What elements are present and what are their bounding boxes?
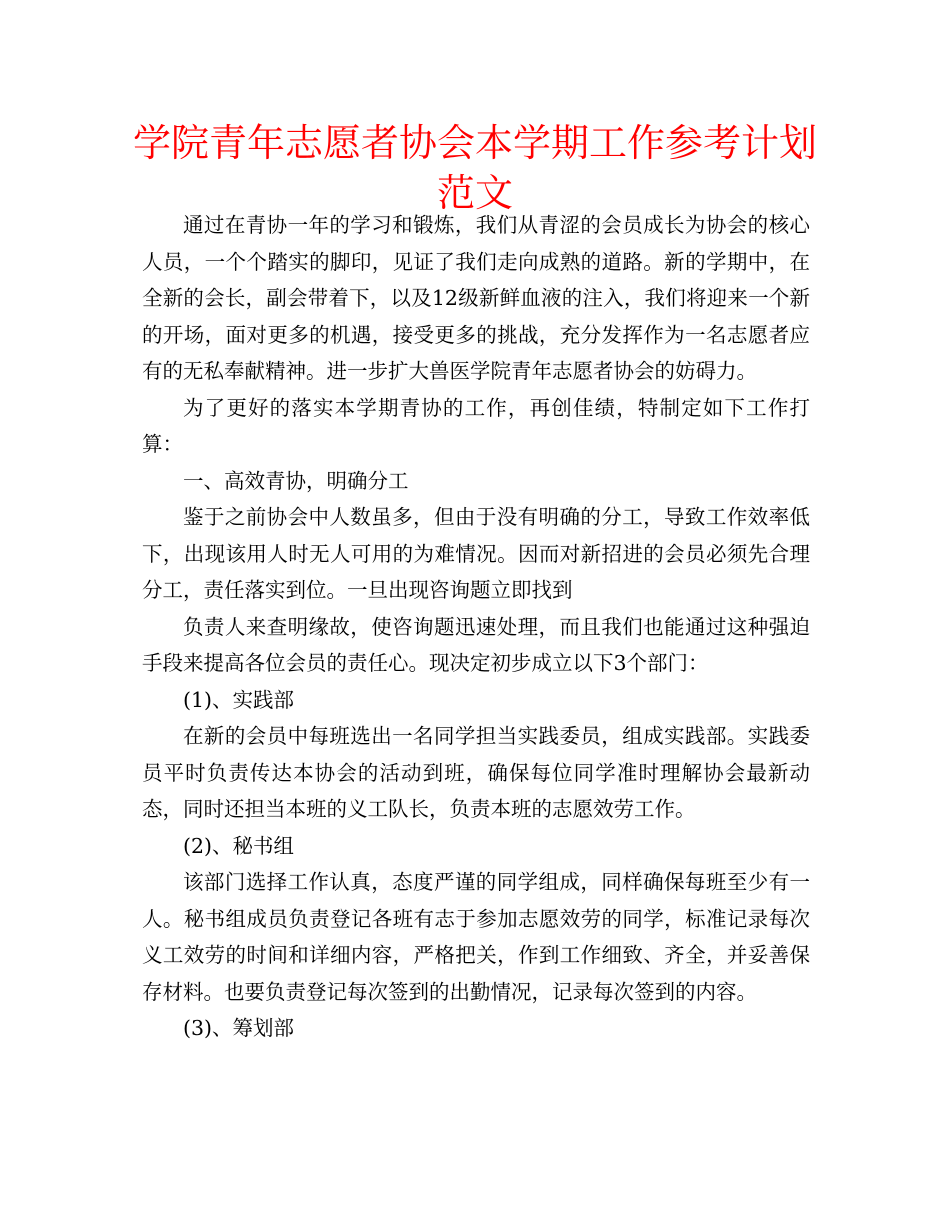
subheading-planning-dept: (3)、筹划部: [183, 1016, 295, 1040]
section-heading-1: 一、高效青协，明确分工: [183, 468, 409, 493]
paragraph-secretary-group: 该部门选择工作认真，态度严谨的同学组成，同样确保每班至少有一人。秘书组成员负责登记各班有志于参加志愿效劳的同学，标准记录每次义工效劳的时间和详细内容，严格把关，作到工作细致、齐全，并妥善保存材料。也要负责登记每次签到的出勤情况，记录每次签到的内容。: [142, 870, 810, 1004]
document-body: [142, 207, 810, 1047]
document-title: 学院青年志愿者协会本学期工作参考计划范文: [132, 121, 817, 215]
paragraph-purpose: 为了更好的落实本学期青协的工作，再创佳绩，特制定如下工作打算：: [142, 395, 810, 456]
paragraph-intro: 通过在青协一年的学习和锻炼，我们从青涩的会员成长为协会的核心人员，一个个踏实的脚印，见证了我们走向成熟的道路。新的学期中，在全新的会长，副会带着下，以及12级新鲜血液的注入，我们将迎来一个新的开场，面对更多的机遇，接受更多的挑战，充分发挥作为一名志愿者应有的无私奉献精神。进一步扩大兽医学院青年志愿者协会的妨碍力。: [142, 213, 810, 383]
paragraph-practice-dept: 在新的会员中每班选出一名同学担当实践委员，组成实践部。实践委员平时负责传达本协会的活动到班，确保每位同学准时理解协会最新动态，同时还担当本班的义工队长，负责本班的志愿效劳工作。: [142, 724, 810, 821]
paragraph-division-reason: 鉴于之前协会中人数虽多，但由于没有明确的分工，导致工作效率低下，出现该用人时无人可用的为难情况。因而对新招进的会员必须先合理分工，责任落实到位。一旦出现咨询题立即找到: [142, 505, 810, 602]
subheading-secretary-group: (2)、秘书组: [183, 833, 295, 858]
subheading-practice-dept: (1)、实践部: [183, 687, 295, 712]
paragraph-departments-intro: 负责人来查明缘故，使咨询题迅速处理，而且我们也能通过这种强迫手段来提高各位会员的责任心。现决定初步成立以下3个部门：: [142, 614, 810, 675]
